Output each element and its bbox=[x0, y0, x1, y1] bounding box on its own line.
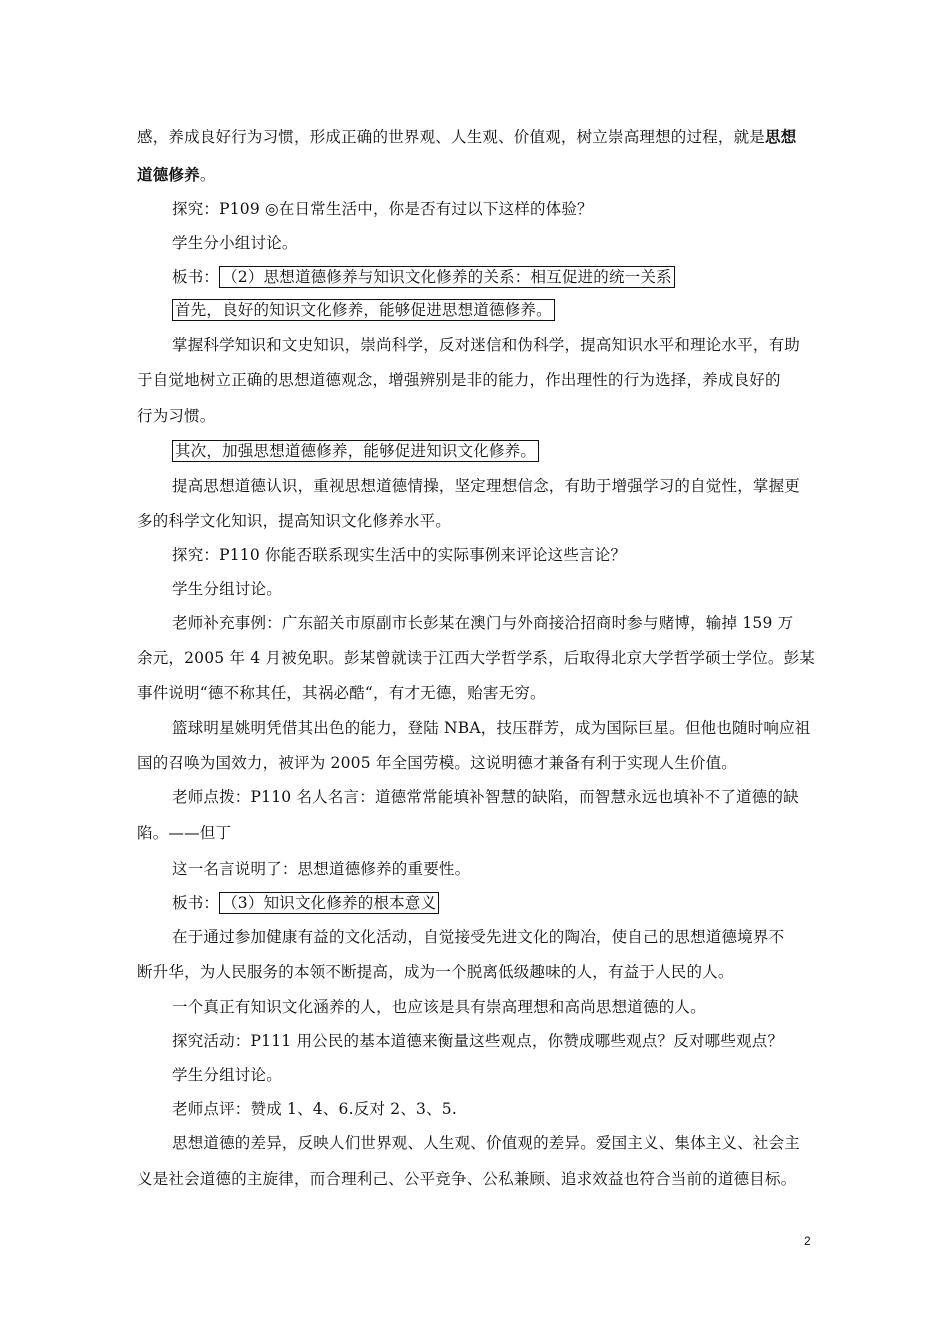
paragraph-line: 提高思想道德认识，重视思想道德情操，坚定理想信念，有助于增强学习的自觉性，掌握更 bbox=[172, 477, 801, 495]
paragraph-line: 学生分组讨论。 bbox=[172, 580, 282, 598]
paragraph-line: 思想道德的差异，反映人们世界观、人生观、价值观的差异。爱国主义、集体主义、社会主 bbox=[172, 1134, 801, 1152]
boxed-note: 首先，良好的知识文化修养，能够促进思想道德修养。 bbox=[172, 299, 555, 321]
text-run: 感，养成良好行为习惯，形成正确的世界观、人生观、价值观，树立崇高理想的过程，就是 bbox=[137, 128, 766, 146]
bold-term: 道德修养 bbox=[137, 165, 200, 184]
paragraph-line: 老师点拨：P110 名人名言：道德常常能填补智慧的缺陷，而智慧永远也填补不了道德的缺 bbox=[172, 788, 799, 806]
board-note-line bbox=[172, 266, 817, 288]
page-number: 2 bbox=[804, 1234, 811, 1248]
paragraph-line bbox=[137, 126, 817, 148]
boxed-note: （2）思想道德修养与知识文化修养的关系：相互促进的统一关系 bbox=[219, 266, 675, 288]
paragraph-line: 义是社会道德的主旋律，而合理利己、公平竞争、公私兼顾、追求效益也符合当前的道德目标。 bbox=[137, 1170, 797, 1188]
paragraph-line: 掌握科学知识和文史知识，崇尚科学，反对迷信和伪科学，提高知识水平和理论水平，有助 bbox=[172, 336, 801, 354]
paragraph-line: 断升华，为人民服务的本领不断提高，成为一个脱离低级趣味的人，有益于人民的人。 bbox=[137, 963, 734, 981]
paragraph-line: 事件说明“德不称其任，其祸必酷“，有才无德，贻害无穷。 bbox=[137, 684, 546, 702]
board-label: 板书： bbox=[172, 894, 220, 912]
paragraph-line: 老师补充事例：广东韶关市原副市长彭某在澳门与外商接洽招商时参与赌博，输掉 159 万 bbox=[172, 614, 794, 632]
paragraph-line: 在于通过参加健康有益的文化活动，自觉接受先进文化的陶冶，使自己的思想道德境界不 bbox=[172, 928, 785, 946]
board-note-line bbox=[172, 299, 817, 321]
paragraph-line: 于自觉地树立正确的思想道德观念，增强辨别是非的能力，作出理性的行为选择，养成良好的 bbox=[137, 371, 781, 389]
paragraph-line: 余元，2005 年 4 月被免职。彭某曾就读于江西大学哲学系，后取得北京大学哲学硕士学位。彭某 bbox=[137, 649, 815, 667]
paragraph-line: 学生分组讨论。 bbox=[172, 1066, 282, 1084]
paragraph-line: 陷。——但丁 bbox=[137, 824, 232, 842]
board-label: 板书： bbox=[172, 268, 220, 286]
paragraph-line: 一个真正有知识文化涵养的人，也应该是具有崇高理想和高尚思想道德的人。 bbox=[172, 998, 706, 1016]
paragraph-line: 篮球明星姚明凭借其出色的能力，登陆 NBA，技压群芳，成为国际巨星。但他也随时响应祖 bbox=[172, 719, 811, 737]
paragraph-line bbox=[137, 164, 817, 186]
paragraph-line: 老师点评：赞成 1、4、6.反对 2、3、5. bbox=[172, 1100, 457, 1118]
paragraph-line: 国的召唤为国效力，被评为 2005 年全国劳模。这说明德才兼备有利于实现人生价值。 bbox=[137, 754, 738, 772]
paragraph-line: 行为习惯。 bbox=[137, 407, 216, 425]
board-note-line bbox=[172, 892, 817, 914]
bold-term: 思想 bbox=[765, 127, 797, 146]
paragraph-line: 这一名言说明了：思想道德修养的重要性。 bbox=[172, 860, 471, 878]
boxed-note: （3）知识文化修养的根本意义 bbox=[219, 892, 439, 914]
boxed-note: 其次，加强思想道德修养，能够促进知识文化修养。 bbox=[172, 440, 539, 462]
paragraph-line: 探究：P110 你能否联系现实生活中的实际事例来评论这些言论？ bbox=[172, 546, 627, 564]
paragraph-line: 学生分小组讨论。 bbox=[172, 234, 298, 252]
paragraph-line: 多的科学文化知识，提高知识文化修养水平。 bbox=[137, 512, 452, 530]
board-note-line bbox=[172, 440, 817, 462]
text-run: 。 bbox=[199, 166, 216, 184]
paragraph-line: 探究：P109 ◎在日常生活中，你是否有过以下这样的体验？ bbox=[172, 200, 593, 218]
paragraph-line: 探究活动：P111 用公民的基本道德来衡量这些观点，你赞成哪些观点？反对哪些观点？ bbox=[172, 1032, 784, 1050]
